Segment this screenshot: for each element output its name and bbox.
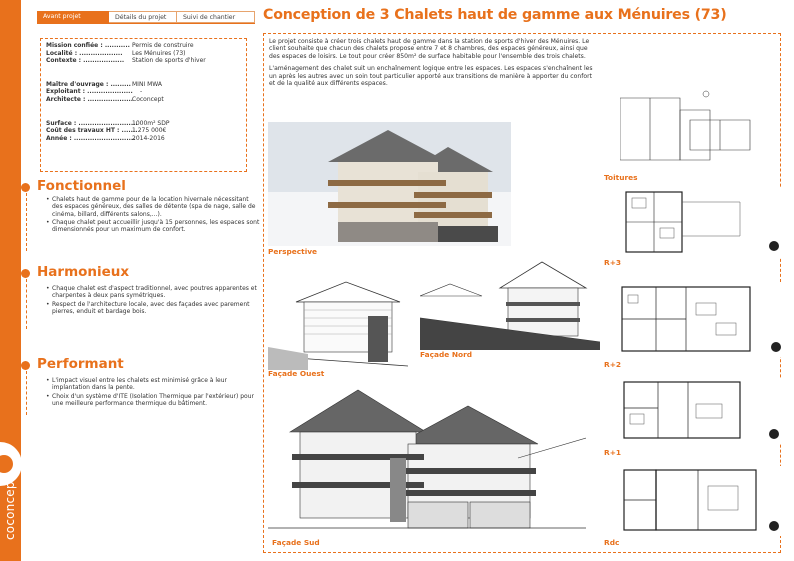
label-facade-ouest: Façade Ouest bbox=[268, 369, 325, 378]
section-list-performant bbox=[46, 377, 261, 408]
label-facade-sud: Façade Sud bbox=[272, 538, 320, 547]
info-row-mission: Mission confiée : ........... Permis de construire bbox=[46, 42, 194, 49]
info-row-architecte: Architecte : .................... Coconcept bbox=[46, 95, 164, 103]
section-line bbox=[26, 193, 27, 251]
info-row-surface: Surface : .......................... 1000m² SDP bbox=[46, 119, 170, 127]
rdc-plan-drawing bbox=[618, 466, 788, 536]
section-line bbox=[26, 279, 27, 329]
project-description bbox=[269, 38, 599, 92]
description-paragraph: Le projet consiste à créer trois chalets haut de gamme dans la station de sports d'hiver des Ménuires. Le client souhaite que chacun des chalets propose entre 7 et 8 chambres, des espaces généreux, ainsi que des espaces de loisirs. Le tout pour créer 850m² de surface habitable pour l'ensemble des trois chalets. bbox=[269, 38, 590, 60]
label-facade-nord: Façade Nord bbox=[420, 350, 473, 359]
tab-avant-projet[interactable]: Avant projet bbox=[37, 11, 109, 23]
list-item: • L'impact visuel entre les chalets est minimisé grâce à leur implantation dans la pente. bbox=[46, 377, 261, 392]
r2-plan-drawing bbox=[616, 283, 788, 357]
perspective-render-image bbox=[268, 122, 511, 246]
list-item: • Chaque chalet peut accueillir jusqu'à 15 personnes, les espaces sont dimensionnés pour un maximum de confort. bbox=[46, 219, 261, 234]
list-item: • Chaque chalet est d'aspect traditionnel, avec poutres apparentes et charpentes à deux pans symétriques. bbox=[46, 285, 261, 300]
description-paragraph: L'aménagement des chalet suit un enchaînement logique entre les espaces. Les espaces s'enchaînent les un après les autres avec un soin tout particulier apporté aux transitions de manière à apporter du confort et de la qualité aux différents espaces. bbox=[269, 65, 593, 88]
facade-ouest-drawing bbox=[268, 262, 408, 370]
section-title-harmonieux: Harmonieux bbox=[37, 264, 130, 280]
section-title-performant: Performant bbox=[37, 356, 124, 372]
label-r2: R+2 bbox=[604, 360, 622, 369]
info-row-exploitant: Exploitant : .................... - bbox=[46, 88, 143, 96]
info-row-contexte: Contexte : .................. Station de sports d'hiver bbox=[46, 57, 206, 65]
section-dot-performant bbox=[21, 361, 30, 370]
tab-underline bbox=[37, 23, 255, 24]
r3-plan-drawing bbox=[620, 188, 786, 258]
section-line bbox=[26, 371, 27, 415]
label-r3: R+3 bbox=[604, 258, 622, 267]
list-item: • Choix d'un système d'ITE (Isolation Thermique par l'extérieur) pour une meilleure performance thermique du bâtiment. bbox=[46, 393, 261, 408]
project-info-box bbox=[40, 38, 247, 172]
section-title-fonctionnel: Fonctionnel bbox=[37, 178, 126, 194]
section-list-fonctionnel bbox=[46, 196, 261, 234]
section-dot-harmonieux bbox=[21, 269, 30, 278]
page-title: Conception de 3 Chalets haut de gamme aux Ménuires (73) bbox=[263, 7, 727, 23]
list-item: • Chalets haut de gamme pour de la location hivernale nécessitant des espaces généreux, des salles de détente (spa de nage, salle de cinéma, billard, différents salons,...). bbox=[46, 196, 261, 218]
info-row-localite: Localité : ................... Les Ménuires (73) bbox=[46, 49, 186, 57]
section-dot-fonctionnel bbox=[21, 183, 30, 192]
info-row-cout: Coût des travaux HT : ....... 1 275 000€ bbox=[46, 127, 167, 135]
info-row-annee: Année : ........................... 2014-2016 bbox=[46, 134, 165, 142]
r1-plan-drawing bbox=[618, 378, 788, 444]
label-perspective: Perspective bbox=[268, 247, 318, 256]
tab-details-projet[interactable]: Détails du projet bbox=[109, 11, 177, 23]
facade-nord-drawing bbox=[420, 258, 600, 350]
label-r1: R+1 bbox=[604, 448, 622, 457]
brand-name: coconcept bbox=[3, 476, 17, 540]
section-list-harmonieux bbox=[46, 285, 261, 316]
list-item: • Respect de l'architecture locale, avec des façades avec parement pierres, enduit et bardage bois. bbox=[46, 301, 261, 316]
label-toitures: Toitures bbox=[604, 173, 638, 182]
info-row-maitre-ouvrage: Maître d'ouvrage : ......... MINI MWA bbox=[46, 80, 162, 88]
facade-sud-drawing bbox=[268, 378, 586, 538]
tab-suivi-chantier[interactable]: Suivi de chantier bbox=[177, 11, 255, 23]
label-rdc: Rdc bbox=[604, 538, 620, 547]
toitures-plan-drawing bbox=[620, 90, 780, 170]
